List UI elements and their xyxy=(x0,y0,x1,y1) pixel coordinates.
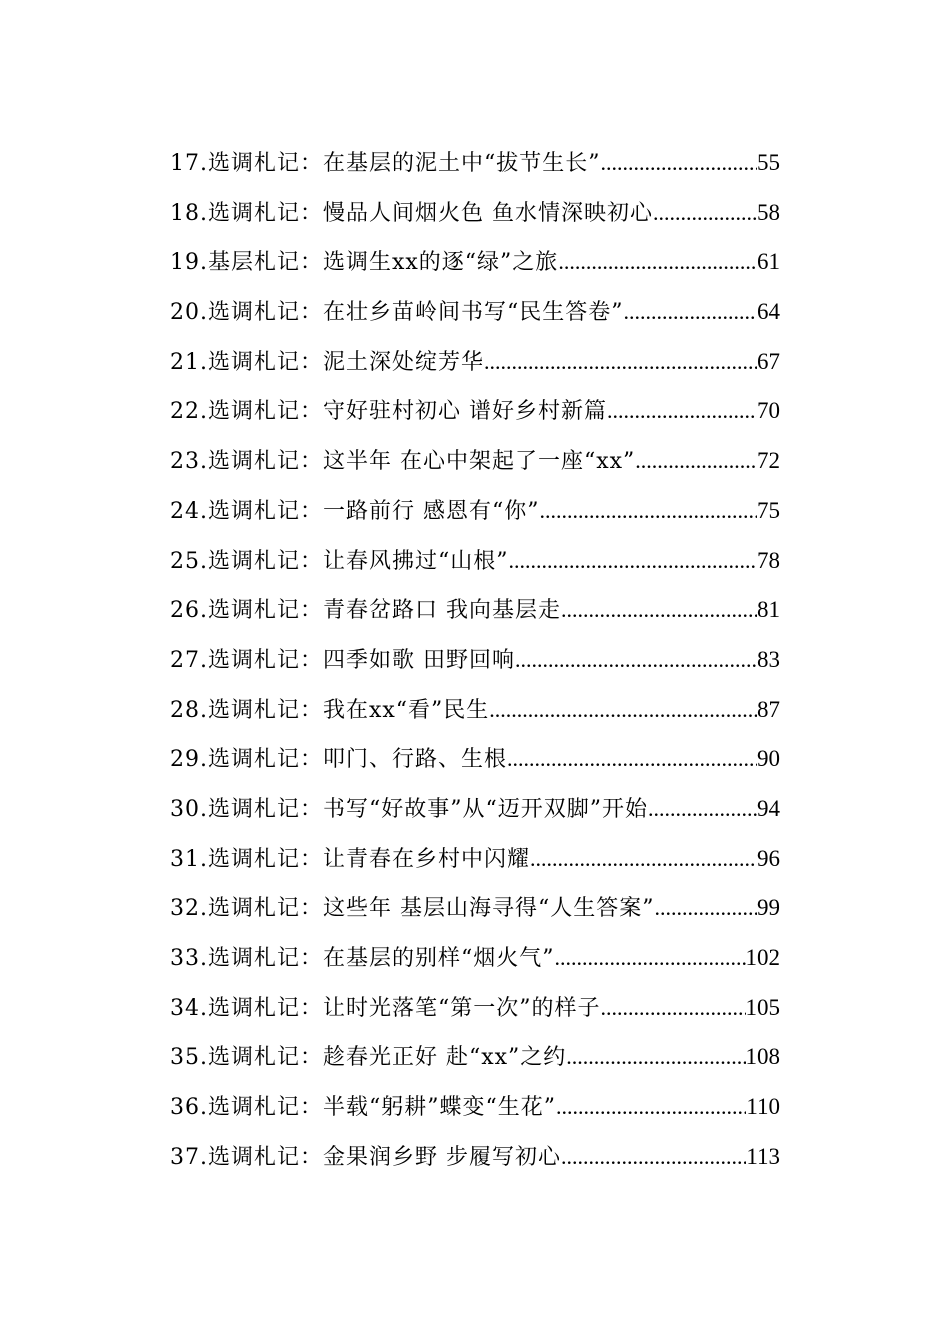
toc-entry-page: 105 xyxy=(745,994,780,1020)
toc-entry-title: 37.选调札记：金果润乡野 步履写初心 xyxy=(170,1144,561,1170)
toc-entry[interactable] xyxy=(170,784,780,834)
toc-entry[interactable] xyxy=(170,1032,780,1082)
dot-leader xyxy=(635,436,757,486)
dot-leader xyxy=(600,983,745,1033)
toc-entry-page: 70 xyxy=(757,398,780,424)
toc-entry[interactable] xyxy=(170,734,780,784)
toc-entry-page: 90 xyxy=(757,746,780,772)
toc-entry[interactable] xyxy=(170,287,780,337)
toc-entry-title: 24.选调札记：一路前行 感恩有“你” xyxy=(170,498,540,524)
dot-leader xyxy=(530,834,757,884)
dot-leader xyxy=(607,386,757,436)
dot-leader xyxy=(539,486,757,536)
toc-entry-title: 32.选调札记：这些年 基层山海寻得“人生答案” xyxy=(170,896,655,922)
toc-entry-page: 64 xyxy=(757,299,780,325)
toc-entry[interactable] xyxy=(170,883,780,933)
toc-entry-page: 61 xyxy=(757,249,780,275)
toc-entry-page: 58 xyxy=(757,199,780,225)
toc-entry-page: 113 xyxy=(746,1143,780,1169)
toc-entry-title: 18.选调札记：慢品人间烟火色 鱼水情深映初心 xyxy=(170,200,653,226)
dot-leader xyxy=(566,1032,745,1082)
dot-leader xyxy=(515,635,757,685)
toc-entry-title: 27.选调札记：四季如歌 田野回响 xyxy=(170,647,515,673)
toc-entry[interactable] xyxy=(170,635,780,685)
toc-entry-title: 36.选调札记：半载“躬耕”蝶变“生花” xyxy=(170,1095,556,1121)
toc-entry[interactable] xyxy=(170,536,780,586)
toc-entry[interactable] xyxy=(170,188,780,238)
dot-leader xyxy=(623,287,757,337)
toc-entry-page: 83 xyxy=(757,646,780,672)
dot-leader xyxy=(654,883,757,933)
toc-entry[interactable] xyxy=(170,337,780,387)
toc-entry[interactable] xyxy=(170,386,780,436)
toc-entry[interactable] xyxy=(170,685,780,735)
toc-entry-page: 72 xyxy=(757,448,780,474)
toc-entry-title: 31.选调札记：让青春在乡村中闪耀 xyxy=(170,846,530,872)
toc-entry-title: 25.选调札记：让春风拂过“山根” xyxy=(170,548,509,574)
toc-entry[interactable] xyxy=(170,486,780,536)
toc-entry-title: 23.选调札记：这半年 在心中架起了一座“xx” xyxy=(170,449,636,475)
toc-entry-title: 22.选调札记：守好驻村初心 谱好乡村新篇 xyxy=(170,399,607,425)
table-of-contents xyxy=(170,138,780,1181)
dot-leader xyxy=(561,1132,746,1182)
dot-leader xyxy=(508,536,757,586)
toc-entry-title: 34.选调札记：让时光落笔“第一次”的样子 xyxy=(170,995,601,1021)
toc-entry-page: 75 xyxy=(757,497,780,523)
dot-leader xyxy=(558,237,757,287)
dot-leader xyxy=(554,933,745,983)
toc-entry-page: 110 xyxy=(746,1094,780,1120)
toc-entry-page: 67 xyxy=(757,348,780,374)
toc-entry-title: 26.选调札记：青春岔路口 我向基层走 xyxy=(170,598,561,624)
dot-leader xyxy=(489,685,757,735)
toc-entry-page: 94 xyxy=(757,795,780,821)
toc-entry[interactable] xyxy=(170,138,780,188)
toc-entry[interactable] xyxy=(170,1082,780,1132)
toc-entry-title: 33.选调札记：在基层的别样“烟火气” xyxy=(170,946,555,971)
toc-entry[interactable] xyxy=(170,983,780,1033)
toc-entry-page: 99 xyxy=(757,895,780,921)
toc-entry[interactable] xyxy=(170,436,780,486)
dot-leader xyxy=(561,585,757,635)
toc-entry-page: 87 xyxy=(757,696,780,722)
toc-entry-title: 30.选调札记：书写“好故事”从“迈开双脚”开始 xyxy=(170,796,648,822)
toc-entry[interactable] xyxy=(170,237,780,287)
toc-entry-title: 19.基层札记：选调生xx的逐“绿”之旅 xyxy=(170,250,559,276)
toc-entry-title: 28.选调札记：我在xx“看”民生 xyxy=(170,697,490,723)
toc-entry[interactable] xyxy=(170,1132,780,1182)
dot-leader xyxy=(507,734,757,784)
toc-entry-page: 96 xyxy=(757,845,780,871)
toc-entry[interactable] xyxy=(170,834,780,884)
toc-entry[interactable] xyxy=(170,933,780,983)
dot-leader xyxy=(600,138,757,188)
toc-entry-title: 35.选调札记：趁春光正好 赴“xx”之约 xyxy=(170,1045,567,1071)
toc-entry-title: 29.选调札记：叩门、行路、生根 xyxy=(170,747,507,773)
dot-leader xyxy=(484,337,757,387)
toc-entry-title: 20.选调札记：在壮乡苗岭间书写“民生答卷” xyxy=(170,300,624,326)
toc-entry-page: 108 xyxy=(745,1044,780,1070)
toc-entry-page: 102 xyxy=(745,945,780,970)
toc-entry-page: 81 xyxy=(757,597,780,623)
dot-leader xyxy=(556,1082,746,1132)
toc-entry[interactable] xyxy=(170,585,780,635)
toc-entry-page: 78 xyxy=(757,547,780,573)
dot-leader xyxy=(653,188,757,238)
toc-entry-title: 17.选调札记：在基层的泥土中“拔节生长” xyxy=(170,151,601,176)
dot-leader xyxy=(648,784,757,834)
toc-entry-page: 55 xyxy=(757,150,780,175)
toc-entry-title: 21.选调札记：泥土深处绽芳华 xyxy=(170,349,484,375)
